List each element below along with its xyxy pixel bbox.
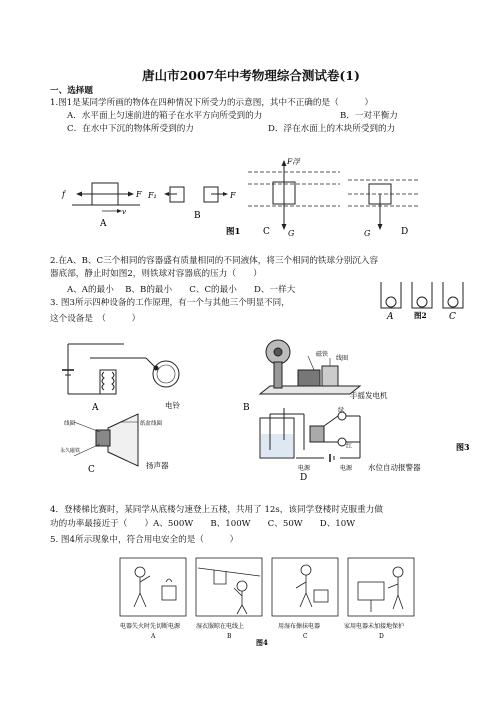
figure-1-force-diagrams [58,150,428,242]
q1-option-d: D．浮在水面上的木块所受到的力 [268,124,396,134]
fig4-letter-d: D [379,633,384,640]
q1-stem: 1.图1是某同学所画的物体在四种情况下所受力的示意图，其中不正确的是（ ） [50,98,374,108]
fig3-label-red: 红 [346,443,353,450]
fig2-letter-c: C [449,312,456,322]
fig3-electric-bell [62,344,179,394]
q1-option-a: A．水平面上匀速前进的箱子在水平方向所受到的力 [67,111,263,121]
fig1-letter-d: D [401,227,409,237]
fig4-caption-a: 电器失火时先切断电源 [120,623,181,630]
fig3-label-power-1: 电源 [298,465,311,472]
fig3-label-permanent-magnet: 永久磁铁 [60,448,81,454]
fig3-label-wire: 线圈 [64,421,76,427]
fig3-label-power-2: 电源 [340,465,353,472]
fig1-label-F: F [136,190,142,199]
section-heading: 一、选择题 [50,86,93,96]
fig4-panels [120,558,414,616]
fig3-letter-b: B [243,403,250,413]
q3-line-1: 3. 图3所示四种设备的工作原理，有一个与其他三个明显不同， [50,298,290,308]
fig3-label-magnet: 磁铁 [316,351,329,358]
figure-2-containers [378,280,468,322]
fig4-letter-b: B [227,633,232,640]
fig3-letter-c: C [88,465,95,475]
fig4-caption-c: 用湿布擦抹电器 [278,623,321,630]
fig3-label-bell: 电铃 [165,401,180,410]
fig4-caption-d: 家用电器未加接地保护 [344,623,405,630]
fig1-diagram-d [348,180,420,238]
fig2-caption: 图2 [414,311,427,320]
fig3-label-coil: 线圈 [336,355,349,362]
fig3-water-alarm [260,408,360,462]
fig1-label-F1: F₁ [148,191,157,200]
q1-option-b: B．一对平衡力 [340,111,398,121]
fig1-diagram-c [226,157,340,238]
figure-4-electrical-safety [118,556,418,646]
fig3-caption: 图3 [456,442,470,452]
fig4-letter-a: A [151,633,156,640]
q4-line-2: 功的功率最接近于（ ）A、500W B、100W C、50W D、10W [50,519,356,529]
fig4-caption: 图4 [256,638,268,646]
page-title: 唐山市2007年中考物理综合测试卷(1) [142,68,360,83]
fig3-speaker [74,414,138,466]
q5-line-1: 5. 图4所示现象中，符合用电安全的是（ ） [50,535,239,545]
fig3-generator [260,340,360,394]
q2-line-1: 2.在A、B、C三个相同的容器盛有质量相同的不同液体，将三个相同的铁球分别沉入容 [50,256,379,266]
fig4-panel-c [272,558,338,616]
fig1-label-F2: F [230,191,236,200]
fig1-caption: 图1 [226,227,241,237]
q3-line-2: 这个设备是 （ ） [50,314,141,324]
fig1-letter-b: B [194,211,201,221]
fig1-label-f: f [62,190,65,199]
fig1-label-g2: G [364,229,371,238]
q2-options: A、A的最小 B、B的最小 C、C的最小 D、一样大 [67,285,296,295]
q2-line-2: 器底部，静止时如图2，则铁球对容器底的压力（ ） [50,269,262,279]
fig1-letter-c: C [263,227,270,237]
fig4-caption-b: 湿衣服晾在电线上 [196,623,245,630]
fig1-label-ffu: F浮 [287,157,300,166]
fig1-diagram-b [147,187,236,221]
fig3-label-green: 绿 [338,407,345,414]
fig3-label-generator: 手摇发电机 [350,391,388,400]
fig3-letter-a: A [92,403,99,413]
fig3-letter-d: D [300,473,308,480]
fig4-panel-b [196,558,262,616]
fig1-letter-a: A [100,219,107,229]
q1-option-c: C．在水中下沉的物体所受到的力 [67,124,194,134]
fig3-label-speaker: 扬声器 [146,461,169,470]
fig1-label-v: v [122,208,126,216]
fig1-label-g: G [288,229,295,238]
fig3-label-alarm: 水位自动报警器 [368,463,421,472]
fig2-letter-a: A [387,312,394,322]
fig4-letter-c: C [303,633,308,640]
q4-line-1: 4．登楼梯比赛时，某同学从底楼匀速登上五楼，共用了 12s，该同学登楼时克服重力做 [50,505,383,515]
fig3-label-speaker-coil: 纸盆线圈 [140,421,163,427]
figure-3-devices [60,330,480,480]
fig1-diagram-a [61,183,142,229]
